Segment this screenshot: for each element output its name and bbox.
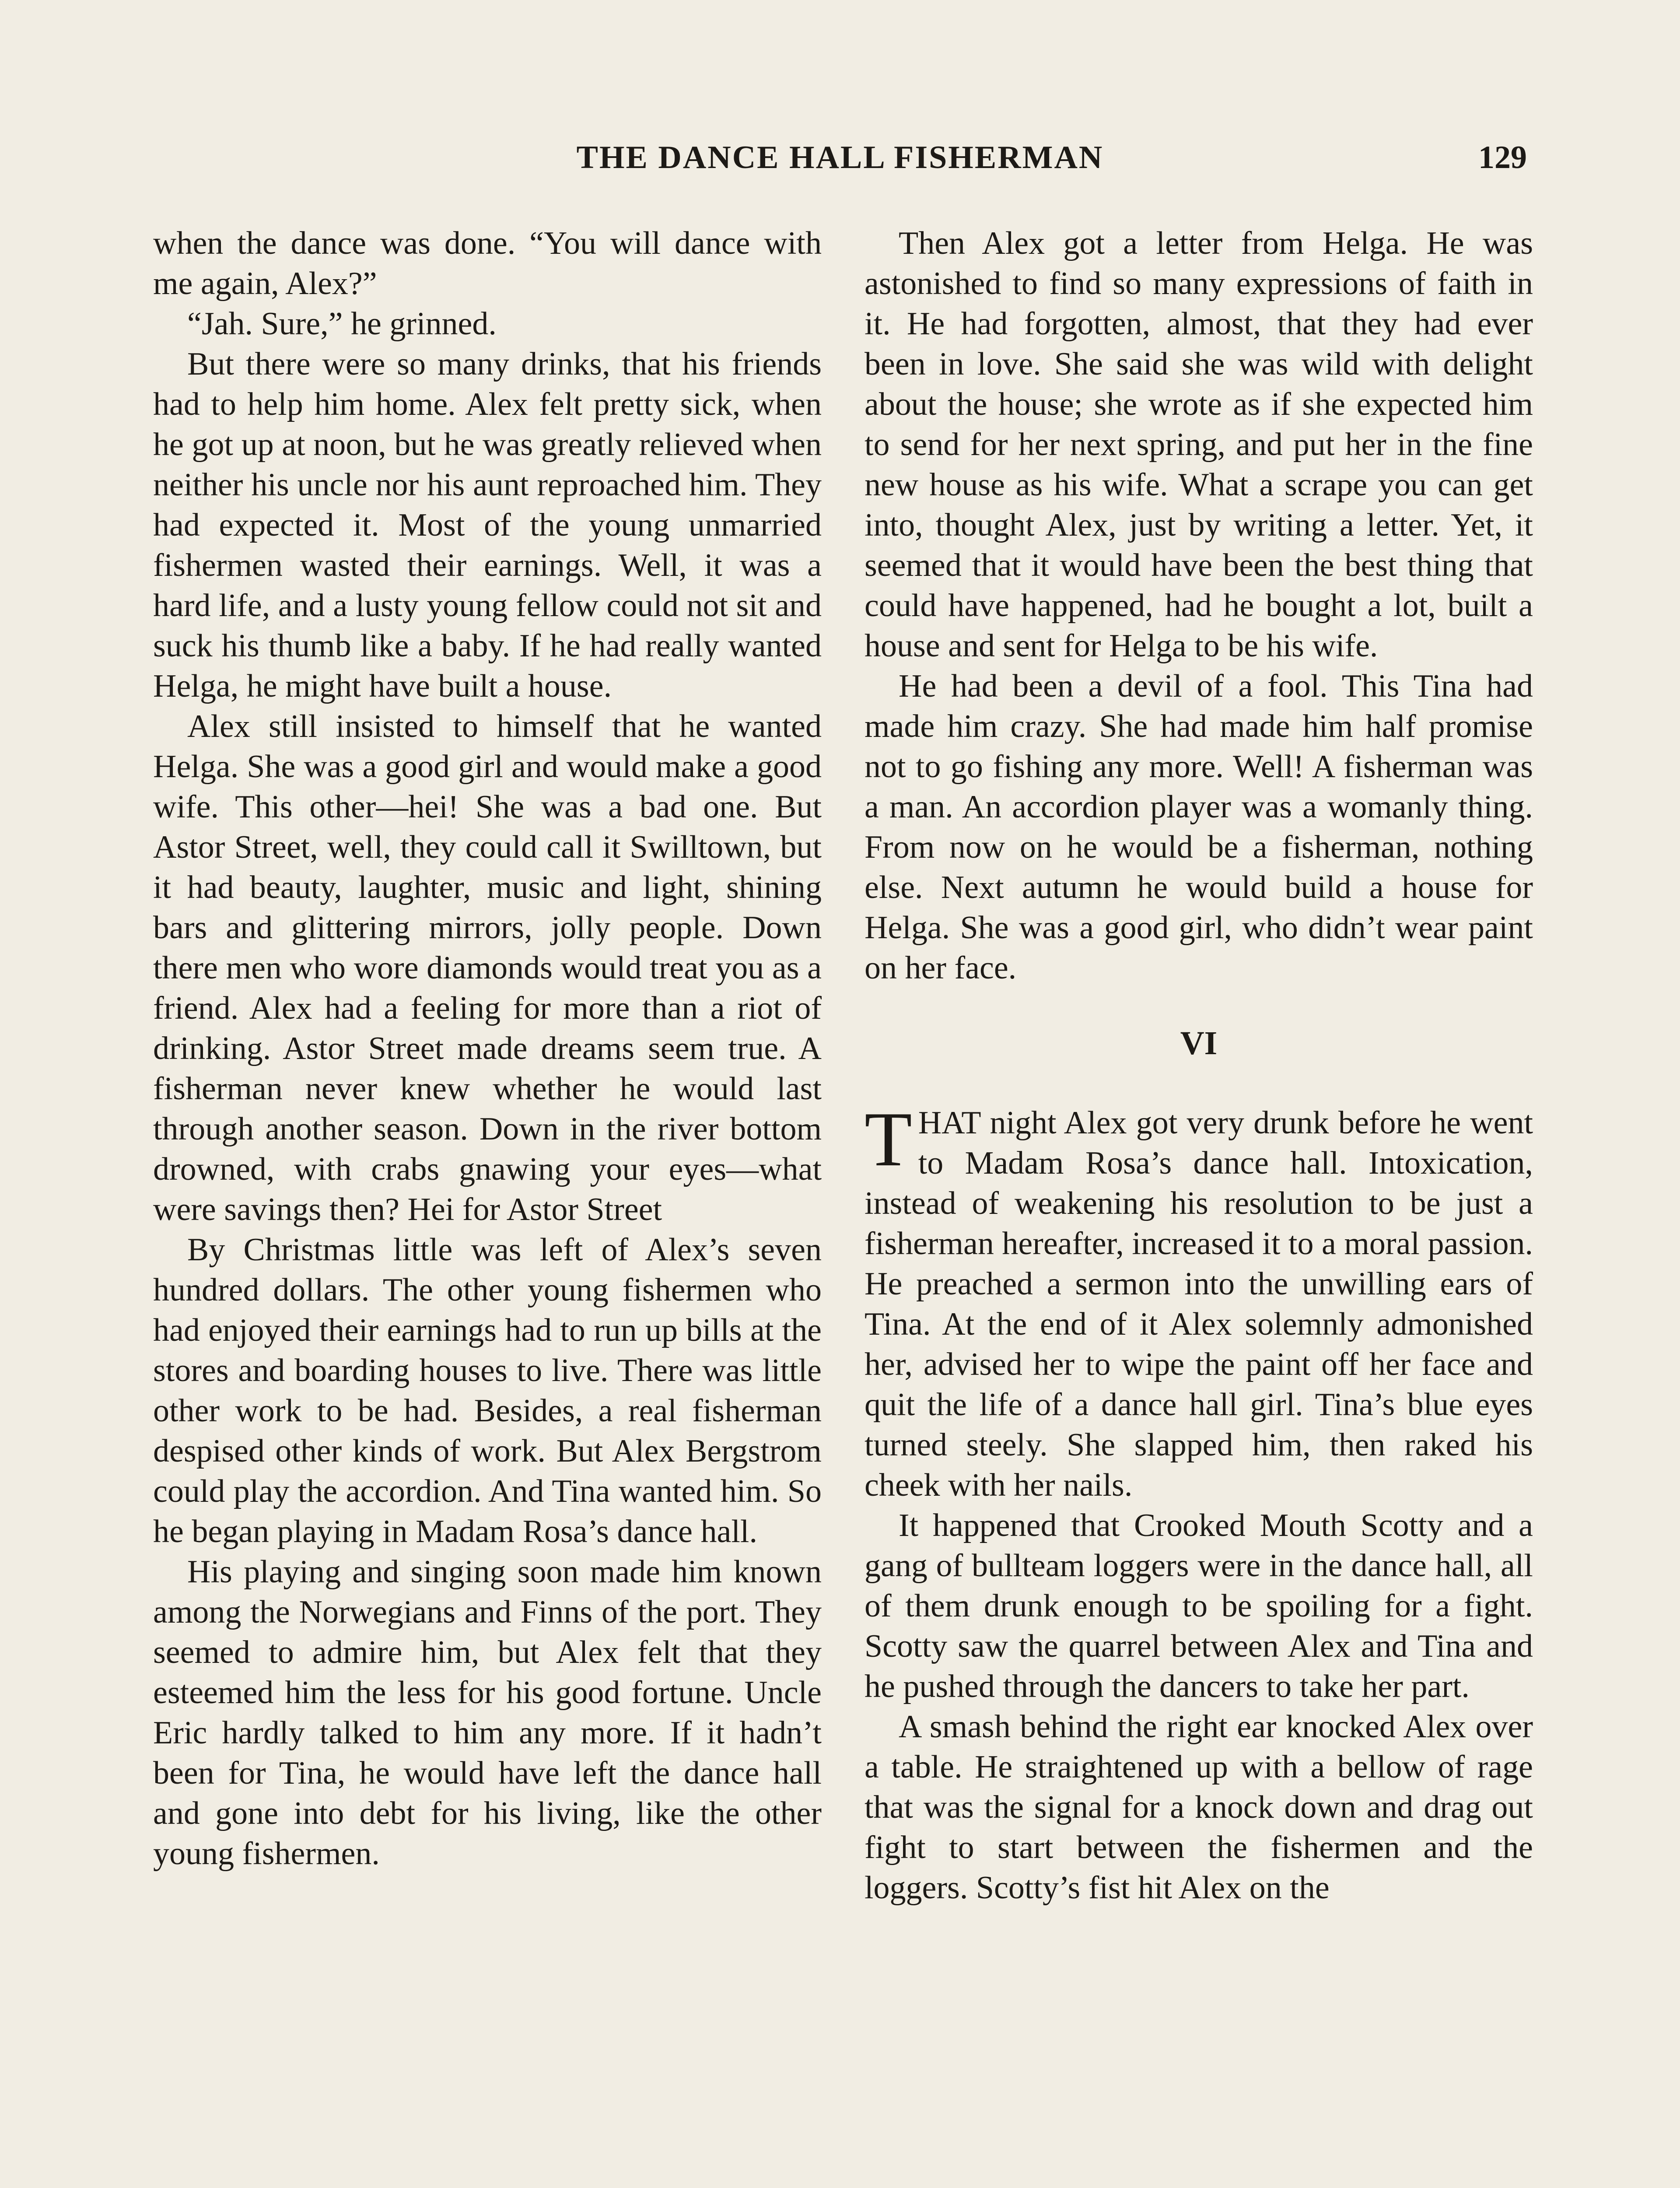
running-title: THE DANCE HALL FISHERMAN [576,140,1104,175]
right-column [864,223,1533,1908]
section-opening-paragraph [864,1096,1533,1505]
section-heading: VI [1180,1025,1218,1062]
page-number: 129 [1478,140,1527,175]
paragraph: His playing and singing soon made him known among the Norwegians and Finns of the port. They seemed to admire him, but Alex felt that they esteemed him the less for his good fortune. Uncle Eric hardly talked to him any more. If it hadn’t been for Tina, he would have left the dance hall and gone into debt for his living, like the other young fishermen. [153,1554,822,1872]
paragraph: He had been a devil of a fool. This Tina had made him crazy. She had made him half promise not to go fishing any more. Well! A fisherman was a man. An accordion player was a womanly thing. From now on he would be a fisherman, nothing else. Next autumn he would build a house for Helga. She was a good girl, who didn’t wear paint on her face. [864,668,1533,986]
section-opening-text: HAT night Alex got very drunk before he went to Madam Rosa’s dance hall. Intoxication, instead of weakening his resolution to be just a fisherman hereafter, increased it to a moral passion. He preached a sermon into the unwilling ears of Tina. At the end of it Alex solemnly admonished her, advised her to wipe the paint off her face and quit the life of a dance hall girl. Tina’s blue eyes turned steely. She slapped him, then raked his cheek with her nails. [864,1105,1533,1503]
paragraph: Alex still insisted to himself that he wanted Helga. She was a good girl and would make a good wife. This other—hei! She was a bad one. But Astor Street, well, they could call it Swilltown, but it had beauty, laughter, music and light, shining bars and glittering mirrors, jolly people. Down there men who wore diamonds would treat you as a friend. Alex had a feeling for more than a riot of drinking. Astor Street made dreams seem true. A fisherman never knew whether he would last through another season. Down in the river bottom drowned, with crabs gnawing your eyes—what were savings then? Hei for Astor Street [153,708,822,1227]
paragraph: Then Alex got a letter from Helga. He was astonished to find so many expressions of faith in it. He had forgotten, almost, that they had ever been in love. She said she was wild with delight about the house; she wrote as if she expected him to send for her next spring, and put her in the fine new house as his wife. What a scrape you can get into, thought Alex, just by writing a letter. Yet, it seemed that it would have been the best thing that could have happened, had he bought a lot, built a house and sent for Helga to be his wife. [864,225,1533,664]
drop-cap: T [864,1096,912,1182]
paragraph: A smash behind the right ear knocked Alex over a table. He straightened up with a bellow of rage that was the signal for a knock down and drag out fight to start between the fishermen and the loggers. Scotty’s fist hit Alex on the [864,1709,1533,1906]
paragraph: But there were so many drinks, that his friends had to help him home. Alex felt pretty sick, when he got up at noon, but he was greatly relieved when neither his uncle nor his aunt reproached him. They had expected it. Most of the young unmarried fishermen wasted their earnings. Well, it was a hard life, and a lusty young fellow could not sit and suck his thumb like a baby. If he had really wanted Helga, he might have built a house. [153,346,822,704]
paragraph: By Christmas little was left of Alex’s seven hundred dollars. The other young fishermen who had enjoyed their earnings had to run up bills at the stores and boarding houses to live. There was little other work to be had. Besides, a real fisherman despised other kinds of work. But Alex Bergstrom could play the accordion. And Tina wanted him. So he began playing in Madam Rosa’s dance hall. [153,1232,822,1550]
paragraph: It happened that Crooked Mouth Scotty and a gang of bullteam loggers were in the dance hall, all of them drunk enough to be spoiling for a fight. Scotty saw the quarrel between Alex and Tina and he pushed through the dancers to take her part. [864,1508,1533,1704]
left-column [153,223,822,1874]
running-head [153,131,1527,184]
paragraph: “Jah. Sure,” he grinned. [187,306,497,342]
paragraph: when the dance was done. “You will dance with me again, Alex?” [153,225,822,302]
